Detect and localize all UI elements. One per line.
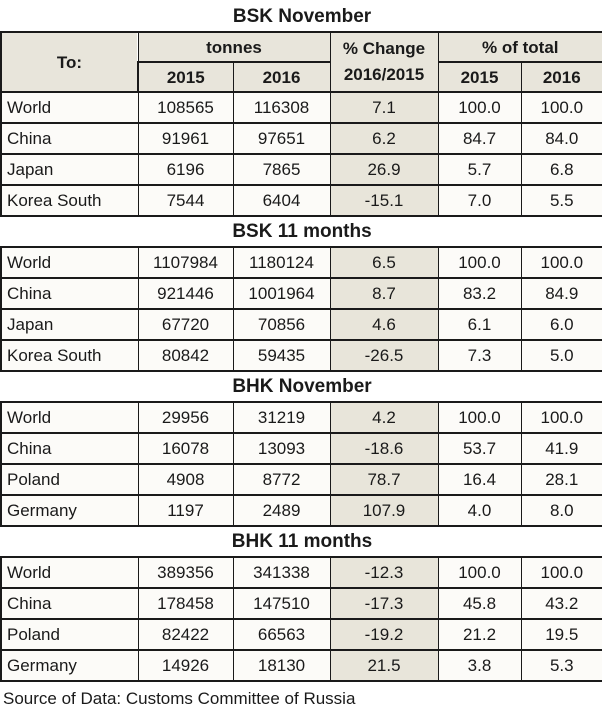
- cell-tonnes-2015: 1197: [138, 495, 233, 526]
- cell-destination: Germany: [1, 495, 138, 526]
- header-tonnes-2016: 2016: [233, 62, 330, 92]
- header-total-2015: 2015: [438, 62, 521, 92]
- cell-tonnes-2016: 1001964: [233, 278, 330, 309]
- cell-pct-total-2015: 21.2: [438, 619, 521, 650]
- header-row-groups: [1, 32, 602, 62]
- cell-destination: World: [1, 247, 138, 278]
- cell-pct-total-2016: 100.0: [521, 247, 602, 278]
- header-to: To:: [1, 32, 138, 92]
- cell-pct-change: 107.9: [330, 495, 438, 526]
- cell-pct-change: -12.3: [330, 557, 438, 588]
- cell-tonnes-2015: 14926: [138, 650, 233, 681]
- pulp-table-body: [1, 2, 602, 681]
- cell-pct-total-2015: 100.0: [438, 92, 521, 123]
- table-row: [1, 557, 602, 588]
- header-pct-change: [330, 32, 438, 92]
- cell-tonnes-2016: 341338: [233, 557, 330, 588]
- cell-tonnes-2015: 16078: [138, 433, 233, 464]
- header-pct-change-line1: % Change: [342, 39, 426, 58]
- cell-pct-change: -18.6: [330, 433, 438, 464]
- cell-pct-total-2016: 5.0: [521, 340, 602, 371]
- section-title-row: [1, 371, 602, 402]
- cell-tonnes-2016: 59435: [233, 340, 330, 371]
- cell-pct-total-2015: 7.3: [438, 340, 521, 371]
- cell-destination: Japan: [1, 154, 138, 185]
- cell-destination: Japan: [1, 309, 138, 340]
- cell-pct-change: 6.5: [330, 247, 438, 278]
- cell-pct-total-2015: 45.8: [438, 588, 521, 619]
- cell-tonnes-2015: 82422: [138, 619, 233, 650]
- table-row: [1, 464, 602, 495]
- cell-pct-change: -19.2: [330, 619, 438, 650]
- cell-tonnes-2016: 66563: [233, 619, 330, 650]
- cell-tonnes-2015: 4908: [138, 464, 233, 495]
- table-row: [1, 185, 602, 216]
- cell-pct-total-2015: 100.0: [438, 557, 521, 588]
- cell-tonnes-2016: 116308: [233, 92, 330, 123]
- cell-tonnes-2016: 7865: [233, 154, 330, 185]
- cell-pct-total-2016: 8.0: [521, 495, 602, 526]
- table-row: [1, 340, 602, 371]
- source-note: Source of Data: Customs Committee of Russia: [3, 689, 356, 708]
- header-total-2016: 2016: [521, 62, 602, 92]
- cell-tonnes-2015: 29956: [138, 402, 233, 433]
- section-title: BSK November: [1, 2, 602, 32]
- cell-pct-total-2016: 5.3: [521, 650, 602, 681]
- cell-pct-change: 4.2: [330, 402, 438, 433]
- cell-destination: Poland: [1, 619, 138, 650]
- cell-destination: World: [1, 557, 138, 588]
- cell-destination: Poland: [1, 464, 138, 495]
- cell-pct-change: 21.5: [330, 650, 438, 681]
- table-row: [1, 247, 602, 278]
- cell-tonnes-2016: 31219: [233, 402, 330, 433]
- cell-tonnes-2016: 18130: [233, 650, 330, 681]
- cell-tonnes-2016: 70856: [233, 309, 330, 340]
- cell-destination: Germany: [1, 650, 138, 681]
- cell-tonnes-2015: 91961: [138, 123, 233, 154]
- cell-destination: World: [1, 92, 138, 123]
- cell-tonnes-2016: 8772: [233, 464, 330, 495]
- cell-pct-total-2016: 43.2: [521, 588, 602, 619]
- table-row: [1, 619, 602, 650]
- cell-pct-total-2016: 100.0: [521, 402, 602, 433]
- cell-pct-total-2015: 4.0: [438, 495, 521, 526]
- cell-pct-total-2015: 83.2: [438, 278, 521, 309]
- cell-pct-total-2015: 53.7: [438, 433, 521, 464]
- cell-tonnes-2015: 6196: [138, 154, 233, 185]
- cell-tonnes-2015: 108565: [138, 92, 233, 123]
- table-row: [1, 92, 602, 123]
- cell-pct-total-2015: 16.4: [438, 464, 521, 495]
- cell-pct-total-2016: 6.8: [521, 154, 602, 185]
- cell-pct-total-2016: 41.9: [521, 433, 602, 464]
- table-row: [1, 309, 602, 340]
- cell-pct-total-2016: 28.1: [521, 464, 602, 495]
- cell-tonnes-2016: 1180124: [233, 247, 330, 278]
- cell-pct-total-2015: 3.8: [438, 650, 521, 681]
- header-tonnes: tonnes: [138, 32, 330, 62]
- table-row: [1, 433, 602, 464]
- table-row: [1, 495, 602, 526]
- cell-tonnes-2015: 7544: [138, 185, 233, 216]
- cell-destination: China: [1, 433, 138, 464]
- table-row: [1, 650, 602, 681]
- cell-tonnes-2015: 67720: [138, 309, 233, 340]
- cell-pct-change: 8.7: [330, 278, 438, 309]
- cell-pct-total-2016: 100.0: [521, 92, 602, 123]
- header-pct-of-total: % of total: [438, 32, 602, 62]
- cell-tonnes-2016: 13093: [233, 433, 330, 464]
- header-tonnes-2015: 2015: [138, 62, 233, 92]
- section-title-row: [1, 2, 602, 32]
- section-title-row: [1, 526, 602, 557]
- cell-tonnes-2015: 80842: [138, 340, 233, 371]
- section-title: BSK 11 months: [1, 216, 602, 247]
- cell-tonnes-2016: 147510: [233, 588, 330, 619]
- cell-pct-change: 4.6: [330, 309, 438, 340]
- cell-pct-change: 78.7: [330, 464, 438, 495]
- cell-pct-change: -17.3: [330, 588, 438, 619]
- cell-pct-total-2016: 84.0: [521, 123, 602, 154]
- pulp-export-table: [0, 2, 602, 682]
- cell-pct-total-2015: 100.0: [438, 247, 521, 278]
- cell-pct-total-2015: 6.1: [438, 309, 521, 340]
- cell-pct-total-2016: 19.5: [521, 619, 602, 650]
- table-row: [1, 588, 602, 619]
- cell-tonnes-2015: 389356: [138, 557, 233, 588]
- section-title: BHK November: [1, 371, 602, 402]
- table-row: [1, 402, 602, 433]
- cell-tonnes-2016: 2489: [233, 495, 330, 526]
- cell-pct-total-2016: 6.0: [521, 309, 602, 340]
- cell-tonnes-2015: 178458: [138, 588, 233, 619]
- section-title-row: [1, 216, 602, 247]
- cell-pct-total-2015: 5.7: [438, 154, 521, 185]
- cell-pct-total-2015: 7.0: [438, 185, 521, 216]
- cell-pct-change: -15.1: [330, 185, 438, 216]
- cell-destination: China: [1, 123, 138, 154]
- cell-destination: Korea South: [1, 185, 138, 216]
- table-row: [1, 123, 602, 154]
- cell-pct-total-2016: 84.9: [521, 278, 602, 309]
- cell-pct-change: -26.5: [330, 340, 438, 371]
- cell-tonnes-2015: 1107984: [138, 247, 233, 278]
- cell-pct-total-2016: 100.0: [521, 557, 602, 588]
- section-title: BHK 11 months: [1, 526, 602, 557]
- cell-pct-total-2015: 84.7: [438, 123, 521, 154]
- cell-pct-change: 26.9: [330, 154, 438, 185]
- cell-destination: China: [1, 588, 138, 619]
- cell-pct-change: 7.1: [330, 92, 438, 123]
- table-row: [1, 154, 602, 185]
- cell-tonnes-2015: 921446: [138, 278, 233, 309]
- table-row: [1, 278, 602, 309]
- cell-tonnes-2016: 97651: [233, 123, 330, 154]
- cell-destination: World: [1, 402, 138, 433]
- cell-pct-change: 6.2: [330, 123, 438, 154]
- header-pct-change-line2: 2016/2015: [343, 65, 425, 84]
- cell-destination: China: [1, 278, 138, 309]
- cell-pct-total-2015: 100.0: [438, 402, 521, 433]
- cell-tonnes-2016: 6404: [233, 185, 330, 216]
- cell-destination: Korea South: [1, 340, 138, 371]
- cell-pct-total-2016: 5.5: [521, 185, 602, 216]
